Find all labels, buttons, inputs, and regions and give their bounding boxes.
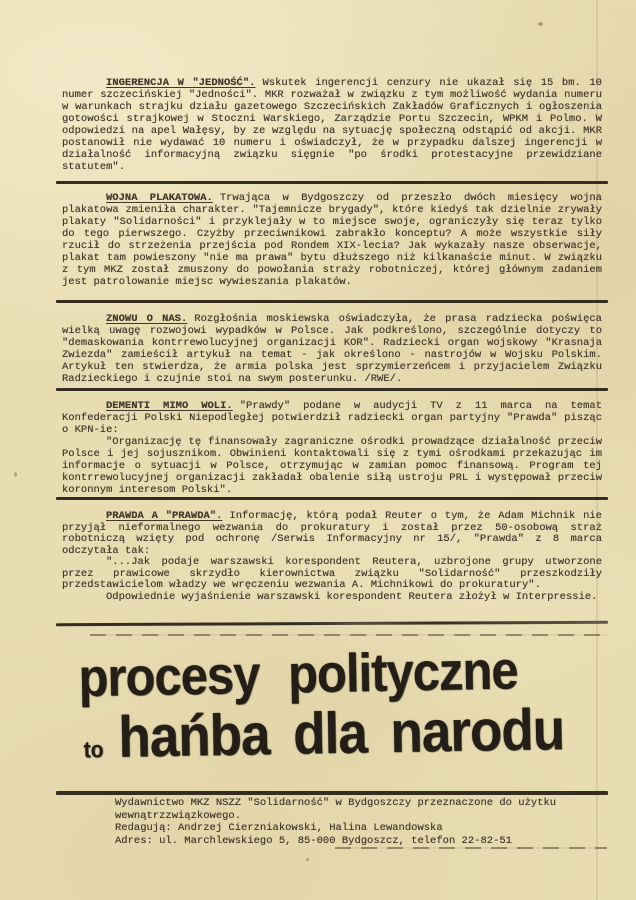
- divider-dash-line: [90, 634, 608, 636]
- headline-line-2-text: hańba dla narodu: [117, 697, 565, 771]
- paper-speck: [538, 22, 543, 26]
- news-section-dementi: [62, 400, 602, 496]
- news-section-wojna-plakatowa: [62, 192, 602, 288]
- footer-dash-line: [335, 847, 607, 849]
- headline-word-to: to: [83, 737, 104, 763]
- footer: [115, 797, 607, 847]
- section-paragraph: Rozgłośnia moskiewska oświadczyła, że prasa radziecka poświęca wielką uwagę rozwojowi wypadków w Polsce. Jak podkreślono, szczególnie dotyczy to "demaskowania kontrrewolucyjnej organizacji KOR". Radziecki organ wojskowy "Krasnaja Zwiezda" zamieścił artykuł na temat - jak określono - nastrojów w Wojsku Polskim. Artykuł ten stwierdza, że armia polska jest sprzymierzeńcem i przyjacielem Związku Radzieckiego i czujnie stoi na swym posterunku. /RWE/.: [62, 313, 602, 385]
- paper-speck: [14, 472, 17, 477]
- section-paragraph: "...Jak podaje warszawski korespondent Reutera, uzbrojone grupy utworzone przez prawicowe skrzydło kierownictwa związku "Solidarność" przeszkodziły przedstawicielom władzy we wręczeniu wezwania A. Michnikowi do prokuratury".: [62, 556, 602, 591]
- section-text: [62, 511, 602, 557]
- section-paragraph: "Prawdy" podane w audycji TV z 11 marca na temat Konfederacji Polski Niepodległej potwierdził radziecki organ partyjny "Prawda" pisząc o KPN-ie:: [62, 400, 602, 436]
- news-section-ingerencja: [62, 77, 602, 173]
- news-section-znowu-o-nas: [62, 313, 602, 385]
- section-text: [62, 77, 602, 173]
- section-divider: [56, 388, 608, 391]
- footer-line: Adres: ul. Marchlewskiego 5, 85-000 Bydgoszcz, telefon 22-82-51: [115, 834, 512, 847]
- footer-line: wewnątrzzwiązkowego.: [115, 809, 242, 822]
- section-heading: WOJNA PLAKATOWA.: [106, 192, 213, 204]
- section-paragraph: Wskutek ingerencji cenzury nie ukazał się 15 bm. 10 numer szczecińskiej "Jedności". MKR rozważał w związku z tym możliwość wydania numeru w warunkach strajku działu gazetowego Szczecińskich Zakładów Graficznych i ogłoszenia gotowości strajkowej w Stoczni Warskiego, Zarządzie Portu Szczecin, WPKM i Polmo. W odpowiedzi na apel Wałęsy, by ze względu na sytuację społeczną odstąpić od akcji. MKR postanowił nie wydawać 10 numeru i oświadczył, że w przypadku dalszej ingerencji w działalność informacyjną związku sięgnie "po środki protestacyjne przewidziane statutem".: [62, 77, 602, 173]
- headline-line-1: procesy polityczne: [78, 641, 519, 709]
- section-divider: [56, 621, 608, 626]
- section-paragraph: Trwająca w Bydgoszczy od przeszło dwóch miesięcy wojna plakatowa zmieniła charakter. "Tajemnicze brygady", które kiedyś tak dzielnie zrywały plakaty "Solidarności" i przyklejały w to miejsce swoje, ograniczyły się teraz tylko do tego pierwszego. Czyżby przeciwnikowi zabrakło konceptu? A może wszystkie siły rzucił do strzeżenia przejścia pod Rondem XIX-lecia? Jak wykazały nasze obserwacje, plakat tam powieszony "nie ma prawa" bytu dłuższego niż kilkanaście minut. W związku z tym MKZ został zmuszony do powołania straży robotniczej, której głównym zadaniem jest patrolowanie miejsc wywieszania plakatów.: [62, 192, 602, 288]
- section-divider: [56, 300, 608, 303]
- news-section-prawda: [62, 511, 602, 603]
- section-heading: DEMENTI MIMO WOLI.: [106, 400, 233, 412]
- section-paragraph: "Organizację tę finansowały zagraniczne ośrodki prowadzące działalność przeciw Polsce i jej sojusznikom. Obwinieni kontaktowali się z tymi ośrodkami przekazując im informacje o sytuacji w Polsce, otrzymując w zamian pomoc finansową. Program tej kontrrewolucyjnej organizacji zakładał obalenie siłą ustroju PRL i występował przeciw koronnym interesom Polski".: [62, 436, 602, 496]
- section-divider: [56, 497, 608, 500]
- headline: [62, 638, 609, 771]
- section-heading: PRAWDA A "PRAWDA".: [106, 510, 223, 522]
- section-text: [62, 400, 602, 436]
- headline-line-2: [83, 695, 609, 771]
- section-text: [62, 192, 602, 288]
- section-paragraph: Odpowiednie wyjaśnienie warszawski korespondent Reutera złożył w Interpressie.: [106, 590, 598, 603]
- footer-line: Redagują: Andrzej Cierzniakowski, Halina Lewandowska: [115, 822, 443, 835]
- section-divider: [56, 181, 608, 184]
- section-text: [62, 313, 602, 385]
- section-paragraph: Informację, którą podał Reuter o tym, że Adam Michnik nie przyjął nieformalnego wezwania do prokuratury i został przez 50-osobową straż robotniczą wzięty pod ochronę /Serwis Informacyjny nr 15/, "Prawda" z 8 marca odczytała tak:: [62, 510, 602, 557]
- section-heading: ZNOWU O NAS.: [106, 313, 188, 325]
- footer-divider: [56, 791, 608, 795]
- footer-line: Wydawnictwo MKZ NSZZ "Solidarność" w Bydgoszczy przeznaczone do użytku: [115, 797, 557, 809]
- section-heading: INGERENCJA W "JEDNOŚĆ".: [106, 77, 256, 89]
- paper-speck: [306, 858, 309, 861]
